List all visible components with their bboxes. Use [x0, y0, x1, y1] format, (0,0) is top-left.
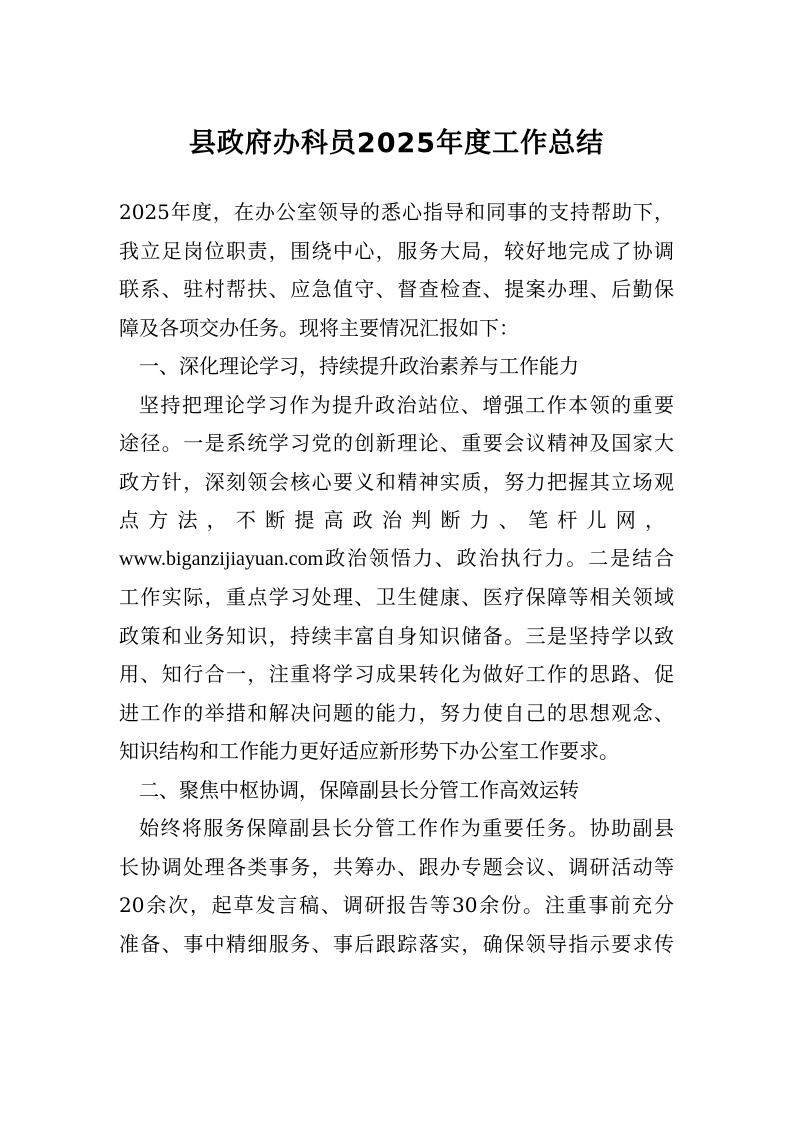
body-line: 工作实际，重点学习处理、卫生健康、医疗保障等相关领域 — [119, 585, 674, 609]
body-line: 2025年度，在办公室领导的悉心指导和同事的支持帮助下， — [119, 200, 674, 224]
body-line: 政策和业务知识，持续丰富自身知识储备。三是坚持学以致 — [119, 623, 674, 648]
body-line: 长协调处理各类事务，共筹办、跟办专题会议、调研活动等 — [119, 854, 674, 879]
section-heading-1: 一、深化理论学习，持续提升政治素养与工作能力 — [139, 354, 579, 378]
body-line: 点方法，不断提高政治判断力、笔杆儿网， — [119, 508, 674, 532]
body-line: 联系、驻村帮扶、应急值守、督查检查、提案办理、后勤保 — [119, 277, 674, 301]
body-line: 20余次，起草发言稿、调研报告等30余份。注重事前充分 — [119, 893, 674, 917]
body-line: 用、知行合一，注重将学习成果转化为做好工作的思路、促 — [119, 662, 674, 686]
section-heading-2: 二、聚焦中枢协调，保障副县长分管工作高效运转 — [139, 777, 579, 802]
body-line: 进工作的举措和解决问题的能力，努力使自己的思想观念、 — [119, 700, 674, 725]
body-line: 政方针，深刻领会核心要义和精神实质，努力把握其立场观 — [119, 469, 674, 494]
body-line: 始终将服务保障副县长分管工作作为重要任务。协助副县 — [139, 816, 674, 840]
document-title: 县政府办科员2025年度工作总结 — [188, 128, 605, 159]
body-line: 我立足岗位职责，围绕中心，服务大局，较好地完成了协调 — [119, 238, 674, 263]
body-line: 准备、事中精细服务、事后跟踪落实，确保领导指示要求传 — [119, 931, 674, 956]
body-line: 知识结构和工作能力更好适应新形势下办公室工作要求。 — [119, 739, 619, 763]
document-body — [119, 193, 674, 963]
body-line: 坚持把理论学习作为提升政治站位、增强工作本领的重要 — [139, 392, 674, 417]
body-line: 途径。一是系统学习党的创新理论、重要会议精神及国家大 — [119, 431, 674, 455]
body-line: 障及各项交办任务。现将主要情况汇报如下： — [119, 315, 519, 340]
body-line-with-url: www.biganzijiayuan.com政治领悟力、政治执行力。二是结合 — [119, 547, 674, 570]
